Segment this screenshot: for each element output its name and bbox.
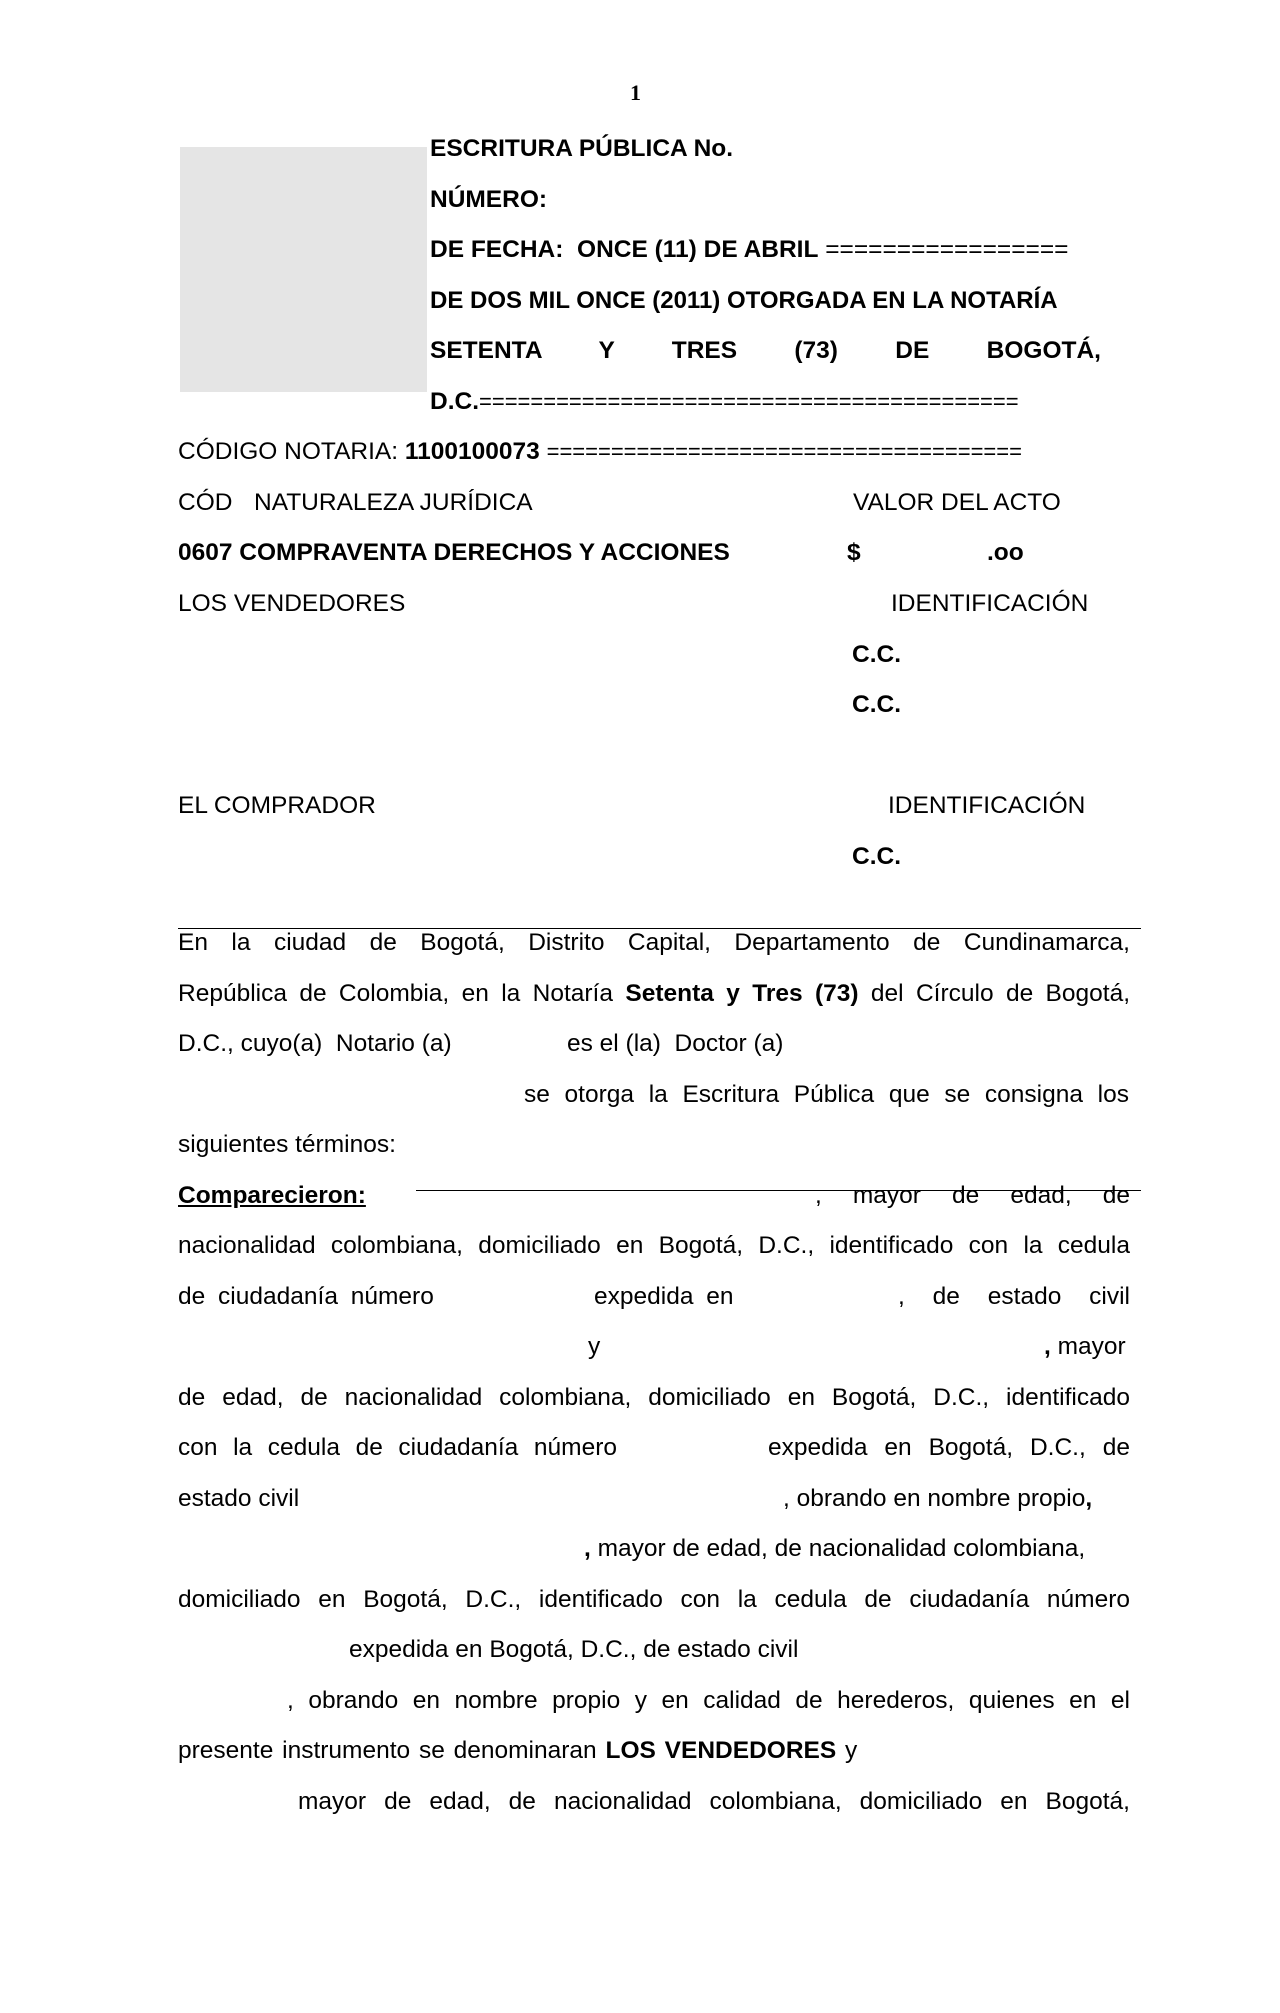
presente-line <box>178 1736 857 1766</box>
codigo-label: CÓDIGO NOTARIA: <box>178 438 399 465</box>
fecha-value: ONCE (11) DE ABRIL <box>577 236 819 263</box>
naturaleza-label: NATURALEZA JURÍDICA <box>254 489 533 516</box>
acto-code-line: 0607 COMPRAVENTA DERECHOS Y ACCIONES <box>178 539 730 566</box>
presente-y: y <box>845 1737 858 1764</box>
nacionalidad-line-1: nacionalidad colombiana, domiciliado en Bogotá, D.C., identificado con la cedula <box>178 1232 1130 1259</box>
mayor-comma: , <box>1044 1333 1051 1360</box>
valor-label: VALOR DEL ACTO <box>853 489 1061 516</box>
presente-text: presente instrumento se denominaran <box>178 1737 597 1764</box>
notaria-name: Setenta y Tres (73) <box>625 980 859 1007</box>
otorga-text: se otorga la Escritura Pública que se consigna los <box>524 1081 1129 1108</box>
nombre-propio-1 <box>783 1484 1092 1514</box>
expedida-2-label: expedida en Bogotá, D.C., de <box>768 1434 1130 1461</box>
codigo-notaria-line <box>178 437 1022 467</box>
page-number: 1 <box>630 80 641 105</box>
valor-currency: $ <box>847 539 861 566</box>
body-line-1: En la ciudad de Bogotá, Distrito Capital, Departamento de Cundinamarca, <box>178 929 1130 956</box>
nombre-propio-comma: , <box>1085 1485 1093 1512</box>
mayor-2-comma: , <box>584 1535 591 1562</box>
terminos-label: siguientes términos: <box>178 1131 396 1158</box>
domicilio-line-3: domiciliado en Bogotá, D.C., identificado con la cedula de ciudadanía número <box>178 1586 1130 1613</box>
escritura-title: ESCRITURA PÚBLICA No. <box>430 135 734 162</box>
vendedor-cc-1: C.C. <box>852 641 901 668</box>
estado-civil-2-label: estado civil <box>178 1485 300 1512</box>
notaria-text: República de Colombia, en la Notaría <box>178 980 613 1007</box>
comprador-cc: C.C. <box>852 843 901 870</box>
vendedor-cc-2: C.C. <box>852 691 901 718</box>
last-line: mayor de edad, de nacionalidad colombiana, domiciliado en Bogotá, <box>298 1788 1130 1815</box>
mayor-text: mayor <box>1057 1333 1126 1360</box>
cedula-2-label: con la cedula de ciudadanía número <box>178 1434 617 1461</box>
header-line-6 <box>430 387 1019 417</box>
vendedores-label: LOS VENDEDORES <box>178 590 406 617</box>
mayor-label <box>1044 1332 1126 1362</box>
fecha-label: DE FECHA: <box>430 236 564 263</box>
circulo-text: del Círculo de Bogotá, <box>870 980 1131 1007</box>
mayor-2-line <box>584 1534 1085 1564</box>
doctor-label: es el (la) Doctor (a) <box>567 1030 784 1057</box>
comprador-label: EL COMPRADOR <box>178 792 376 819</box>
fecha-fill: ================= <box>825 236 1069 263</box>
codigo-fill: ===================================== <box>546 439 1022 464</box>
vendedores-term: LOS VENDEDORES <box>605 1737 837 1764</box>
notario-label: D.C., cuyo(a) Notario (a) <box>178 1030 452 1057</box>
body-line-2 <box>178 979 1130 1009</box>
notary-logo-placeholder <box>180 147 427 392</box>
header-line-4: DE DOS MIL ONCE (2011) OTORGADA EN LA NOTARÍA <box>430 287 1058 314</box>
fecha-line <box>430 235 1068 265</box>
expedida-3-label: expedida en Bogotá, D.C., de estado civil <box>349 1636 799 1663</box>
comparecieron-label: Comparecieron: <box>178 1182 366 1209</box>
cod-label: CÓD <box>178 489 233 516</box>
dc-label: D.C. <box>430 388 479 415</box>
mayor-2-text: mayor de edad, de nacionalidad colombiana, <box>597 1535 1086 1562</box>
herederos-line: , obrando en nombre propio y en calidad de herederos, quienes en el <box>287 1687 1130 1714</box>
comparecieron-rest: , mayor de edad, de <box>815 1182 1130 1209</box>
estado-civil-1-label: , de estado civil <box>898 1283 1130 1310</box>
nacionalidad-line-2: de edad, de nacionalidad colombiana, domiciliado en Bogotá, D.C., identificado <box>178 1384 1130 1411</box>
header-line-5: SETENTA Y TRES (73) DE BOGOTÁ, <box>430 337 1101 364</box>
expedida-1-label: expedida en <box>594 1283 734 1310</box>
numero-label: NÚMERO: <box>430 186 548 213</box>
codigo-value: 1100100073 <box>404 438 540 465</box>
dc-fill: ========================================== <box>479 389 1019 414</box>
nombre-propio-text: , obrando en nombre propio <box>783 1485 1086 1512</box>
valor-cents: .oo <box>987 539 1024 566</box>
vendedores-id-label: IDENTIFICACIÓN <box>891 590 1089 617</box>
comprador-id-label: IDENTIFICACIÓN <box>888 792 1086 819</box>
cedula-1-label: de ciudadanía número <box>178 1283 434 1310</box>
conjunction-y: y <box>588 1333 601 1360</box>
